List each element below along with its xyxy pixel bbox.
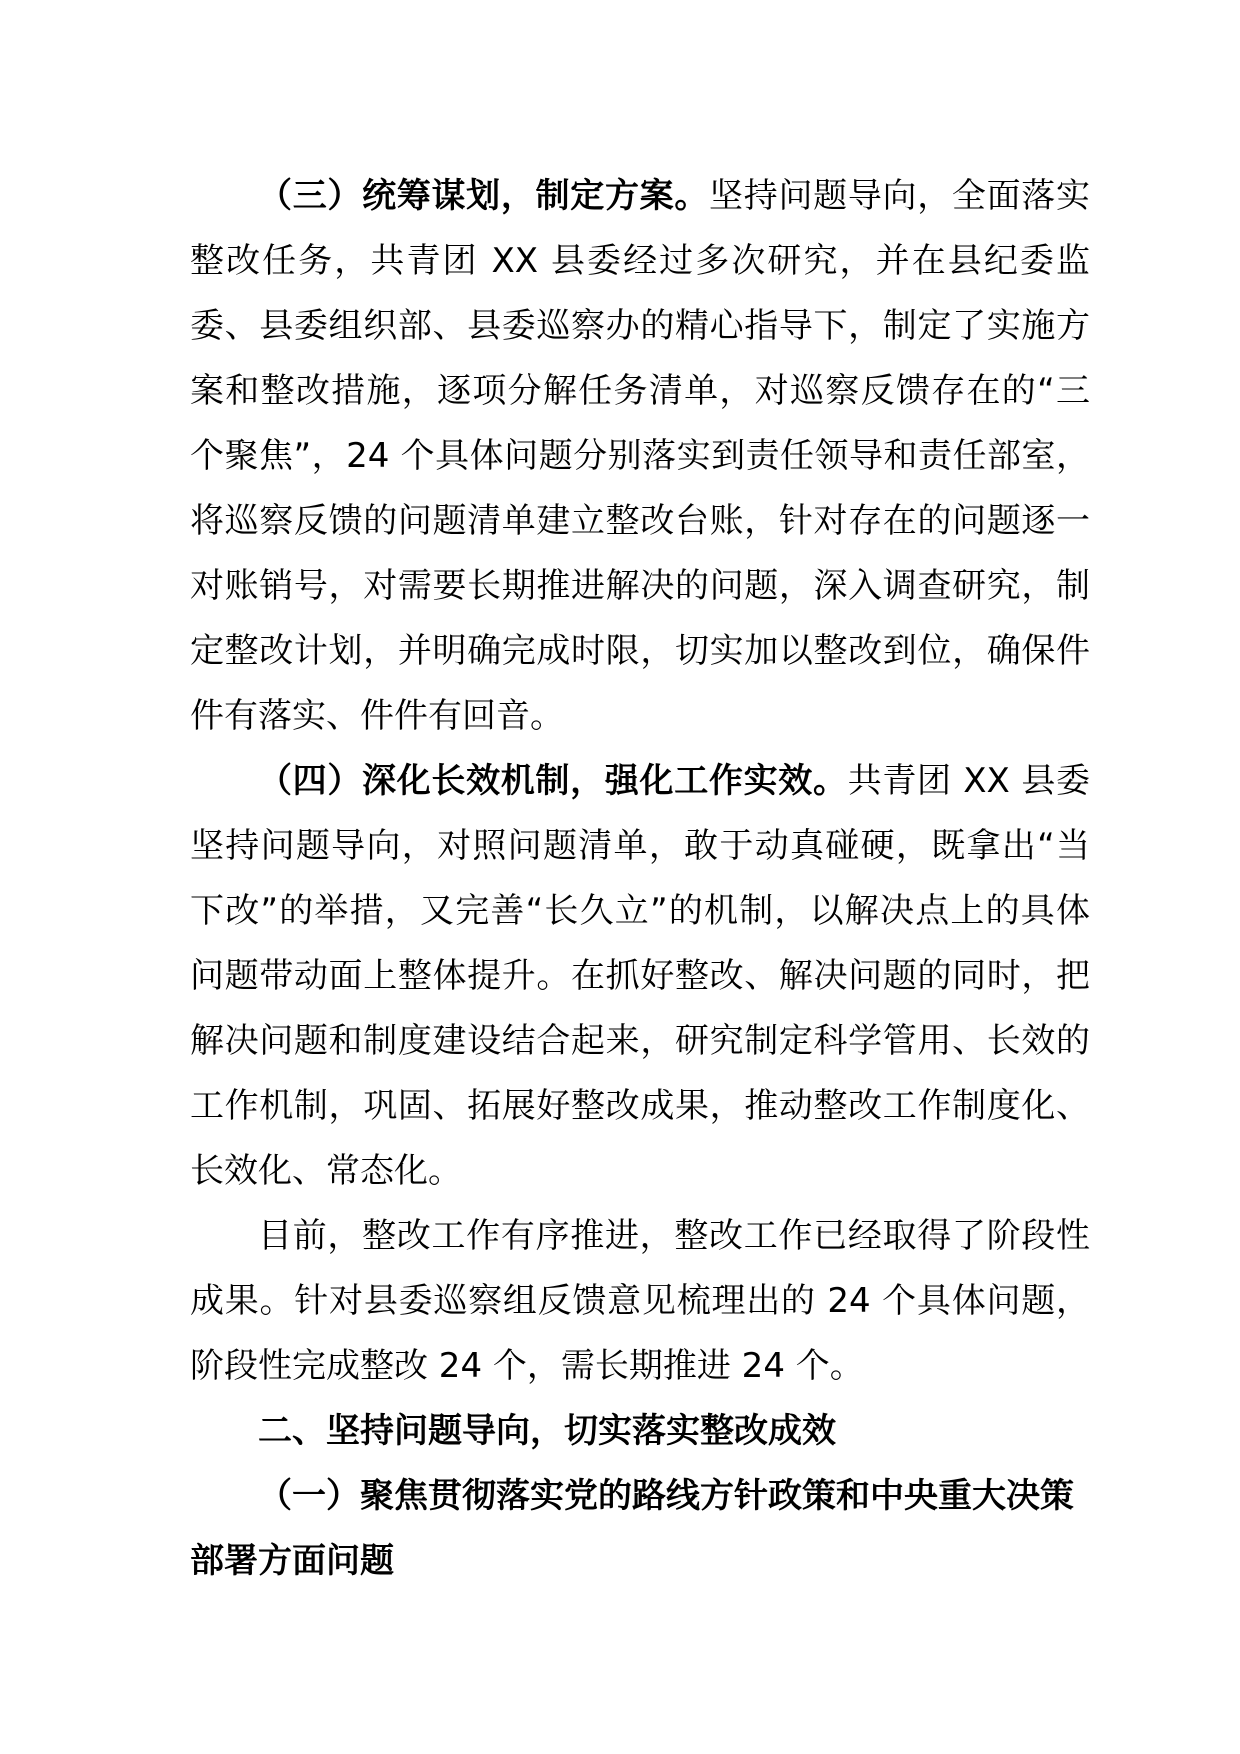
- paragraph-progress: [190, 1204, 1090, 1399]
- paragraph-mechanism: [190, 749, 1090, 1204]
- section-heading-2: 二、坚持问题导向，切实落实整改成效: [258, 1411, 836, 1451]
- document-page: [190, 164, 1090, 1594]
- paragraph-plan-lead: （三）统筹谋划，制定方案。: [258, 176, 710, 216]
- paragraph-mechanism-body: 共青团 XX 县委坚持问题导向，对照问题清单，敢于动真碰硬，既拿出“当下改”的举措，又完善“长久立”的机制，以解决点上的具体问题带动面上整体提升。在抓好整改、解决问题的同时，把解决问题和制度建设结合起来，研究制定科学管用、长效的工作机制，巩固、拓展好整改成果，推动整改工作制度化、长效化、常态化。: [190, 761, 1091, 1191]
- paragraph-progress-body: 目前，整改工作有序推进，整改工作已经取得了阶段性成果。针对县委巡察组反馈意见梳理出的 24 个具体问题，阶段性完成整改 24 个，需长期推进 24 个。: [190, 1216, 1090, 1386]
- paragraph-plan-body: 坚持问题导向，全面落实整改任务，共青团 XX 县委经过多次研究，并在县纪委监委、县委组织部、县委巡察办的精心指导下，制定了实施方案和整改措施，逐项分解任务清单，对巡察反馈存在的“三个聚焦”，24 个具体问题分别落实到责任领导和责任部室，将巡察反馈的问题清单建立整改台账，针对存在的问题逐一对账销号，对需要长期推进解决的问题，深入调查研究，制定整改计划，并明确完成时限，切实加以整改到位，确保件件有落实、件件有回音。: [190, 176, 1091, 736]
- paragraph-mechanism-lead: （四）深化长效机制，强化工作实效。: [258, 761, 848, 801]
- subsection-heading-1: （一）聚焦贯彻落实党的路线方针政策和中央重大决策部署方面问题: [190, 1476, 1074, 1581]
- paragraph-plan: [190, 164, 1090, 749]
